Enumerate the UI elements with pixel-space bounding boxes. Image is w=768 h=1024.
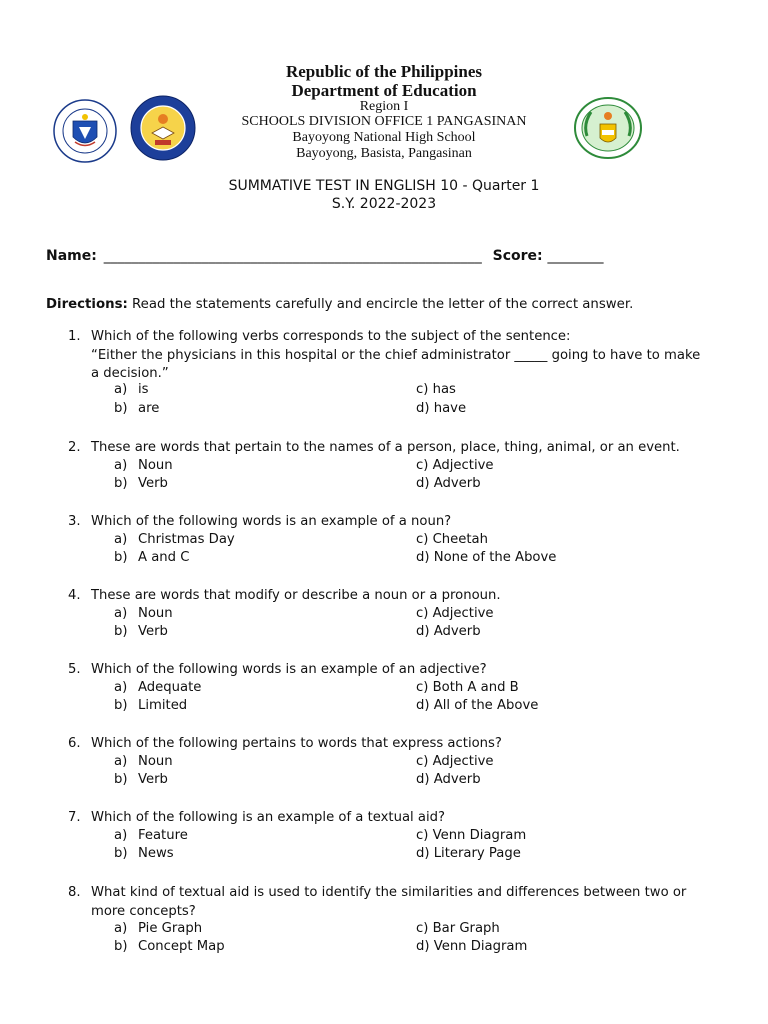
option-text: d) All of the Above — [416, 698, 539, 713]
option-c[interactable] — [416, 458, 494, 473]
option-letter: a) — [114, 458, 128, 473]
option-d[interactable] — [416, 939, 527, 954]
option-text: d) Adverb — [416, 772, 481, 787]
question-text: What kind of textual aid is used to identify the similarities and differences between two or more concepts? — [91, 885, 691, 919]
option-d[interactable] — [416, 401, 466, 416]
option-letter: a) — [114, 828, 128, 843]
option-a[interactable] — [114, 754, 173, 769]
option-b[interactable] — [114, 624, 168, 639]
directions-text: Read the statements carefully and encircle the letter of the correct answer. — [127, 297, 634, 312]
question-text: Which of the following is an example of a textual aid? — [91, 810, 446, 825]
option-a[interactable] — [114, 382, 149, 397]
option-text: Noun — [138, 458, 173, 473]
header-republic: Republic of the Philippines — [285, 62, 482, 81]
test-title: SUMMATIVE TEST IN ENGLISH 10 - Quarter 1 — [228, 178, 540, 194]
option-letter: b) — [114, 624, 128, 639]
option-letter: b) — [114, 550, 128, 565]
option-text: A and C — [138, 550, 190, 565]
option-d[interactable] — [416, 550, 556, 565]
option-c[interactable] — [416, 828, 526, 843]
question-text: These are words that pertain to the names of a person, place, thing, animal, or an event. — [91, 440, 680, 455]
option-letter: b) — [114, 401, 128, 416]
option-letter: b) — [114, 772, 128, 787]
option-a[interactable] — [114, 532, 235, 547]
question-text: Which of the following words is an example of an adjective? — [91, 662, 487, 677]
option-text: Feature — [138, 828, 188, 843]
option-letter: a) — [114, 921, 128, 936]
score-label: Score: — [492, 248, 543, 264]
option-text: c) Both A and B — [416, 680, 519, 695]
option-c[interactable] — [416, 382, 456, 397]
question-number: 6. — [68, 736, 81, 751]
header-school: Bayoyong National High School — [292, 130, 476, 145]
option-text: is — [138, 382, 149, 397]
option-b[interactable] — [114, 846, 174, 861]
option-letter: a) — [114, 532, 128, 547]
option-letter: b) — [114, 476, 128, 491]
option-letter: b) — [114, 939, 128, 954]
option-letter: a) — [114, 680, 128, 695]
option-text: c) Cheetah — [416, 532, 488, 547]
option-letter: b) — [114, 846, 128, 861]
option-a[interactable] — [114, 828, 188, 843]
option-d[interactable] — [416, 476, 481, 491]
directions — [46, 297, 633, 312]
option-b[interactable] — [114, 476, 168, 491]
question-number: 4. — [68, 588, 81, 603]
score-line[interactable]: ________ — [547, 248, 604, 264]
option-text: Adequate — [138, 680, 202, 695]
header-department: Department of Education — [291, 81, 477, 100]
option-c[interactable] — [416, 532, 488, 547]
question-number: 1. — [68, 329, 81, 344]
option-text: c) Venn Diagram — [416, 828, 527, 843]
option-text: d) have — [416, 401, 467, 416]
option-text: News — [138, 846, 174, 861]
option-text: are — [138, 401, 160, 416]
option-b[interactable] — [114, 772, 168, 787]
question-text: These are words that modify or describe a noun or a pronoun. — [91, 588, 501, 603]
option-b[interactable] — [114, 939, 225, 954]
option-c[interactable] — [416, 754, 494, 769]
option-text: Verb — [138, 772, 168, 787]
option-c[interactable] — [416, 606, 494, 621]
header-division: SCHOOLS DIVISION OFFICE 1 PANGASINAN — [241, 114, 527, 129]
option-text: c) Bar Graph — [416, 921, 500, 936]
option-text: c) has — [416, 382, 456, 397]
option-a[interactable] — [114, 680, 201, 695]
header-region: Region I — [359, 99, 409, 114]
option-d[interactable] — [416, 846, 521, 861]
option-letter: b) — [114, 698, 128, 713]
header-address: Bayoyong, Basista, Pangasinan — [296, 146, 472, 161]
name-line[interactable]: ______________________________________________________ — [103, 248, 482, 264]
option-d[interactable] — [416, 624, 481, 639]
question-number: 8. — [68, 885, 81, 900]
question-text: Which of the following verbs corresponds to the subject of the sentence: “Either the physicians in this hospital or the chief administrator _____ going to have to make a decision.” — [91, 329, 701, 381]
option-letter: a) — [114, 754, 128, 769]
option-a[interactable] — [114, 921, 202, 936]
name-label: Name: — [46, 248, 97, 264]
option-text: Verb — [138, 624, 168, 639]
option-a[interactable] — [114, 606, 173, 621]
option-c[interactable] — [416, 921, 500, 936]
option-letter: a) — [114, 382, 128, 397]
question-text: Which of the following pertains to words that express actions? — [91, 736, 502, 751]
name-score-row — [46, 248, 603, 264]
option-d[interactable] — [416, 772, 481, 787]
option-text: c) Adjective — [416, 754, 494, 769]
option-b[interactable] — [114, 698, 187, 713]
option-text: d) Adverb — [416, 476, 481, 491]
option-b[interactable] — [114, 401, 159, 416]
option-text: d) None of the Above — [416, 550, 557, 565]
question-text: Which of the following words is an example of a noun? — [91, 514, 452, 529]
option-letter: a) — [114, 606, 128, 621]
option-text: d) Literary Page — [416, 846, 521, 861]
option-text: Christmas Day — [138, 532, 235, 547]
question-number: 5. — [68, 662, 81, 677]
option-a[interactable] — [114, 458, 173, 473]
option-text: Limited — [138, 698, 188, 713]
question-number: 3. — [68, 514, 81, 529]
option-text: Noun — [138, 606, 173, 621]
option-text: Verb — [138, 476, 168, 491]
question-number: 2. — [68, 440, 81, 455]
option-text: d) Adverb — [416, 624, 481, 639]
directions-label: Directions: — [46, 297, 128, 312]
option-text: c) Adjective — [416, 606, 494, 621]
option-text: Pie Graph — [138, 921, 203, 936]
option-text: c) Adjective — [416, 458, 494, 473]
option-text: d) Venn Diagram — [416, 939, 528, 954]
school-year: S.Y. 2022-2023 — [331, 196, 437, 212]
option-d[interactable] — [416, 698, 538, 713]
option-c[interactable] — [416, 680, 519, 695]
question-number: 7. — [68, 810, 81, 825]
option-text: Noun — [138, 754, 173, 769]
option-b[interactable] — [114, 550, 189, 565]
option-text: Concept Map — [138, 939, 225, 954]
